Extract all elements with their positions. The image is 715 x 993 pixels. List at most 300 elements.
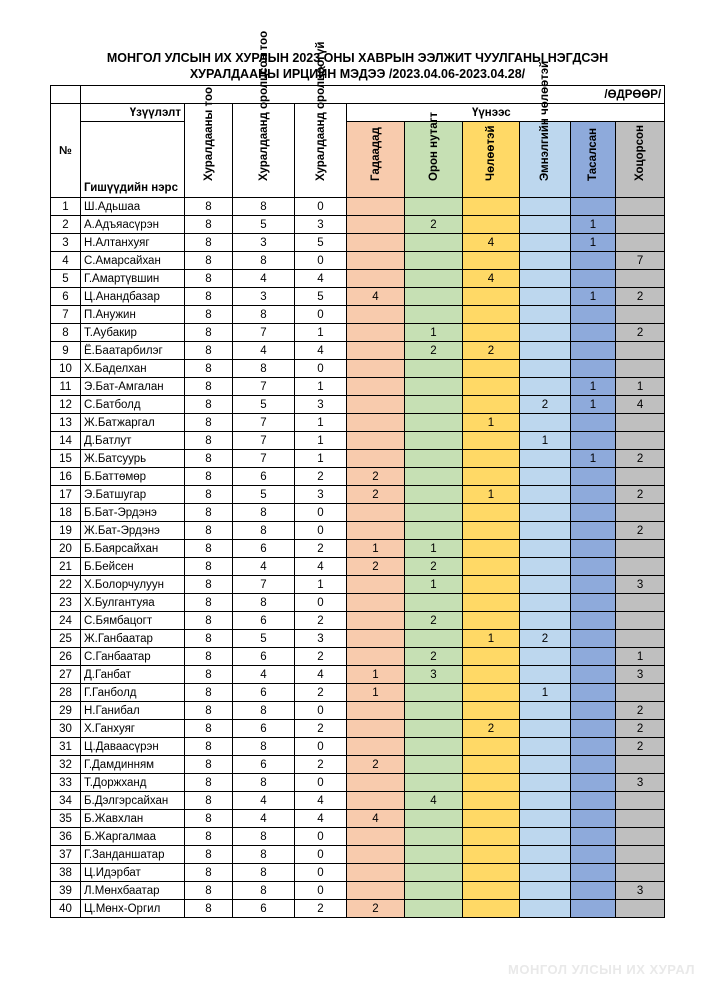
leave-count: 2	[463, 342, 520, 360]
table-row	[51, 450, 665, 468]
attended-count: 5	[233, 486, 295, 504]
leave-count: 1	[463, 486, 520, 504]
member-name: Д.Ганбат	[81, 666, 185, 684]
absent-count: 2	[295, 612, 347, 630]
abroad-count	[347, 198, 405, 216]
absent-count: 2	[295, 540, 347, 558]
attended-count: 4	[233, 342, 295, 360]
abroad-count: 1	[347, 684, 405, 702]
sick-count	[520, 270, 571, 288]
absent-count: 0	[295, 846, 347, 864]
abroad-count: 2	[347, 558, 405, 576]
sick-count	[520, 216, 571, 234]
attended-count: 6	[233, 540, 295, 558]
row-number: 31	[51, 738, 81, 756]
row-number: 29	[51, 702, 81, 720]
unexcused-count	[571, 666, 616, 684]
table-row	[51, 666, 665, 684]
unexcused-count	[571, 648, 616, 666]
sick-count	[520, 486, 571, 504]
unexcused-count	[571, 522, 616, 540]
leave-count	[463, 612, 520, 630]
late-count: 4	[616, 396, 665, 414]
abroad-count	[347, 252, 405, 270]
unexcused-count: 1	[571, 234, 616, 252]
sick-count	[520, 522, 571, 540]
total-sessions: 8	[185, 846, 233, 864]
sick-count	[520, 198, 571, 216]
attended-count: 6	[233, 612, 295, 630]
leave-count	[463, 450, 520, 468]
member-name: С.Батболд	[81, 396, 185, 414]
row-number: 13	[51, 414, 81, 432]
table-row	[51, 342, 665, 360]
table-row	[51, 378, 665, 396]
table-row	[51, 792, 665, 810]
absent-count: 4	[295, 810, 347, 828]
attended-count: 8	[233, 198, 295, 216]
row-number: 2	[51, 216, 81, 234]
watermark: МОНГОЛ УЛСЫН ИХ ХУРАЛ	[508, 962, 695, 977]
col-header-reason-group: Үүнээс	[347, 104, 665, 122]
leave-count: 4	[463, 234, 520, 252]
sick-count	[520, 558, 571, 576]
member-name: Б.Баярсайхан	[81, 540, 185, 558]
late-count	[616, 810, 665, 828]
abroad-count: 1	[347, 540, 405, 558]
row-number: 7	[51, 306, 81, 324]
absent-count: 0	[295, 882, 347, 900]
total-sessions: 8	[185, 756, 233, 774]
late-count: 2	[616, 486, 665, 504]
member-name: Г.Ганболд	[81, 684, 185, 702]
absent-count: 4	[295, 342, 347, 360]
sick-count	[520, 882, 571, 900]
table-row	[51, 612, 665, 630]
row-number: 38	[51, 864, 81, 882]
abroad-count	[347, 504, 405, 522]
abroad-count	[347, 522, 405, 540]
absent-count: 1	[295, 378, 347, 396]
leave-count	[463, 900, 520, 918]
attended-count: 6	[233, 648, 295, 666]
local-count	[405, 684, 463, 702]
attended-count: 4	[233, 810, 295, 828]
member-name: Ш.Адьшаа	[81, 198, 185, 216]
absent-count: 5	[295, 234, 347, 252]
local-count	[405, 432, 463, 450]
abroad-count	[347, 720, 405, 738]
sick-count	[520, 576, 571, 594]
absent-count: 1	[295, 414, 347, 432]
abroad-count: 2	[347, 468, 405, 486]
row-number: 8	[51, 324, 81, 342]
attended-count: 8	[233, 594, 295, 612]
absent-count: 1	[295, 576, 347, 594]
late-count: 2	[616, 522, 665, 540]
local-count	[405, 198, 463, 216]
absent-count: 2	[295, 756, 347, 774]
local-count	[405, 864, 463, 882]
sick-count	[520, 720, 571, 738]
abroad-count: 1	[347, 666, 405, 684]
unexcused-count	[571, 468, 616, 486]
member-name: С.Ганбаатар	[81, 648, 185, 666]
local-count: 1	[405, 576, 463, 594]
unexcused-count	[571, 594, 616, 612]
total-sessions: 8	[185, 558, 233, 576]
abroad-count	[347, 450, 405, 468]
absent-count: 0	[295, 306, 347, 324]
late-count: 3	[616, 882, 665, 900]
attended-count: 6	[233, 468, 295, 486]
unexcused-count	[571, 738, 616, 756]
attended-count: 5	[233, 396, 295, 414]
late-count	[616, 414, 665, 432]
attended-count: 5	[233, 630, 295, 648]
attended-count: 8	[233, 846, 295, 864]
member-name: Ц.Даваасүрэн	[81, 738, 185, 756]
absent-count: 2	[295, 648, 347, 666]
late-count	[616, 360, 665, 378]
leave-count	[463, 252, 520, 270]
total-sessions: 8	[185, 684, 233, 702]
total-sessions: 8	[185, 540, 233, 558]
table-row	[51, 774, 665, 792]
col-header-late: Хоцорсон	[616, 122, 665, 198]
total-sessions: 8	[185, 612, 233, 630]
table-row	[51, 738, 665, 756]
attended-count: 8	[233, 738, 295, 756]
row-number: 14	[51, 432, 81, 450]
leave-count	[463, 792, 520, 810]
leave-count	[463, 198, 520, 216]
member-name: Ж.Бат-Эрдэнэ	[81, 522, 185, 540]
sick-count: 1	[520, 684, 571, 702]
local-count: 2	[405, 558, 463, 576]
leave-count	[463, 648, 520, 666]
sick-count	[520, 900, 571, 918]
table-row	[51, 720, 665, 738]
leave-count	[463, 540, 520, 558]
attended-count: 8	[233, 252, 295, 270]
attended-count: 4	[233, 792, 295, 810]
unexcused-count	[571, 810, 616, 828]
late-count	[616, 432, 665, 450]
leave-count	[463, 576, 520, 594]
unexcused-count	[571, 720, 616, 738]
member-name: Э.Бат-Амгалан	[81, 378, 185, 396]
table-row	[51, 702, 665, 720]
table-row	[51, 522, 665, 540]
late-count	[616, 792, 665, 810]
late-count: 2	[616, 324, 665, 342]
sick-count	[520, 738, 571, 756]
member-name: Х.Ганхуяг	[81, 720, 185, 738]
late-count: 2	[616, 702, 665, 720]
unexcused-count	[571, 882, 616, 900]
late-count	[616, 828, 665, 846]
leave-count	[463, 324, 520, 342]
local-count: 2	[405, 612, 463, 630]
sick-count	[520, 864, 571, 882]
row-number: 20	[51, 540, 81, 558]
absent-count: 5	[295, 288, 347, 306]
col-header-sick: Эмнэлгийн чөлөөтэй	[520, 122, 571, 198]
member-name: С.Бямбацогт	[81, 612, 185, 630]
sick-count	[520, 378, 571, 396]
absent-count: 3	[295, 396, 347, 414]
table-row	[51, 216, 665, 234]
member-name: Б.Дэлгэрсайхан	[81, 792, 185, 810]
col-header-abroad: Гадаадад	[347, 122, 405, 198]
absent-count: 3	[295, 486, 347, 504]
local-count	[405, 468, 463, 486]
local-count: 1	[405, 324, 463, 342]
local-count	[405, 360, 463, 378]
absent-count: 0	[295, 594, 347, 612]
attended-count: 6	[233, 684, 295, 702]
attended-count: 7	[233, 324, 295, 342]
late-count	[616, 468, 665, 486]
row-number: 11	[51, 378, 81, 396]
member-name: А.Адъяасүрэн	[81, 216, 185, 234]
late-count	[616, 270, 665, 288]
attended-count: 3	[233, 288, 295, 306]
leave-count: 2	[463, 720, 520, 738]
absent-count: 0	[295, 738, 347, 756]
absent-count: 0	[295, 828, 347, 846]
absent-count: 3	[295, 216, 347, 234]
total-sessions: 8	[185, 324, 233, 342]
unexcused-count	[571, 360, 616, 378]
attended-count: 3	[233, 234, 295, 252]
total-sessions: 8	[185, 576, 233, 594]
abroad-count: 4	[347, 288, 405, 306]
local-count	[405, 234, 463, 252]
sick-count	[520, 612, 571, 630]
leave-count	[463, 594, 520, 612]
row-number: 4	[51, 252, 81, 270]
late-count: 2	[616, 738, 665, 756]
unexcused-count: 1	[571, 378, 616, 396]
local-count	[405, 288, 463, 306]
absent-count: 4	[295, 666, 347, 684]
member-name: С.Амарсайхан	[81, 252, 185, 270]
local-count	[405, 774, 463, 792]
late-count	[616, 216, 665, 234]
sick-count: 1	[520, 432, 571, 450]
table-row	[51, 234, 665, 252]
late-count	[616, 756, 665, 774]
late-count: 3	[616, 774, 665, 792]
unexcused-count	[571, 558, 616, 576]
leave-count	[463, 684, 520, 702]
unexcused-count: 1	[571, 216, 616, 234]
table-row	[51, 558, 665, 576]
abroad-count	[347, 270, 405, 288]
local-count	[405, 630, 463, 648]
attended-count: 8	[233, 306, 295, 324]
total-sessions: 8	[185, 630, 233, 648]
local-count	[405, 378, 463, 396]
table-row	[51, 864, 665, 882]
late-count: 3	[616, 666, 665, 684]
attended-count: 8	[233, 360, 295, 378]
table-row	[51, 882, 665, 900]
local-count	[405, 414, 463, 432]
member-name: Б.Баттөмөр	[81, 468, 185, 486]
total-sessions: 8	[185, 396, 233, 414]
total-sessions: 8	[185, 522, 233, 540]
abroad-count	[347, 648, 405, 666]
total-sessions: 8	[185, 810, 233, 828]
local-count: 4	[405, 792, 463, 810]
leave-count	[463, 828, 520, 846]
member-name: Ж.Батжаргал	[81, 414, 185, 432]
abroad-count	[347, 216, 405, 234]
sick-count	[520, 306, 571, 324]
local-count	[405, 846, 463, 864]
member-name: Н.Ганибал	[81, 702, 185, 720]
total-sessions: 8	[185, 720, 233, 738]
late-count: 1	[616, 378, 665, 396]
unexcused-count	[571, 630, 616, 648]
row-number: 18	[51, 504, 81, 522]
local-count	[405, 396, 463, 414]
table-row	[51, 540, 665, 558]
local-count	[405, 252, 463, 270]
table-row	[51, 396, 665, 414]
table-row	[51, 324, 665, 342]
attended-count: 8	[233, 522, 295, 540]
member-name: Б.Бейсен	[81, 558, 185, 576]
attended-count: 8	[233, 774, 295, 792]
late-count: 2	[616, 450, 665, 468]
local-count	[405, 486, 463, 504]
attended-count: 4	[233, 666, 295, 684]
attended-count: 8	[233, 864, 295, 882]
leave-count	[463, 216, 520, 234]
total-sessions: 8	[185, 306, 233, 324]
row-number: 25	[51, 630, 81, 648]
table-row	[51, 288, 665, 306]
row-number: 30	[51, 720, 81, 738]
abroad-count	[347, 432, 405, 450]
sick-count	[520, 414, 571, 432]
late-count	[616, 594, 665, 612]
col-header-local: Орон нутагт	[405, 122, 463, 198]
member-name: Ц.Анандбазар	[81, 288, 185, 306]
row-number: 16	[51, 468, 81, 486]
leave-count	[463, 774, 520, 792]
late-count	[616, 558, 665, 576]
unexcused-count	[571, 792, 616, 810]
unexcused-count	[571, 306, 616, 324]
absent-count: 2	[295, 684, 347, 702]
total-sessions: 8	[185, 648, 233, 666]
total-sessions: 8	[185, 792, 233, 810]
member-name: Г.Занданшатар	[81, 846, 185, 864]
leave-count: 4	[463, 270, 520, 288]
abroad-count: 4	[347, 810, 405, 828]
attended-count: 8	[233, 504, 295, 522]
member-name: Д.Батлут	[81, 432, 185, 450]
table-row	[51, 504, 665, 522]
leave-count	[463, 288, 520, 306]
leave-count: 1	[463, 414, 520, 432]
local-count: 2	[405, 342, 463, 360]
local-count	[405, 702, 463, 720]
unexcused-count	[571, 342, 616, 360]
member-name: Г.Амартүвшин	[81, 270, 185, 288]
row-number: 9	[51, 342, 81, 360]
absent-count: 2	[295, 720, 347, 738]
col-header-name: Гишүүдийн нэрс	[81, 122, 185, 198]
leave-count	[463, 504, 520, 522]
leave-count	[463, 306, 520, 324]
row-number: 39	[51, 882, 81, 900]
attended-count: 7	[233, 432, 295, 450]
header-empty-cell	[51, 86, 81, 104]
abroad-count	[347, 324, 405, 342]
local-count	[405, 720, 463, 738]
leave-count	[463, 378, 520, 396]
row-number: 12	[51, 396, 81, 414]
attended-count: 7	[233, 576, 295, 594]
sick-count	[520, 792, 571, 810]
leave-count	[463, 432, 520, 450]
abroad-count: 2	[347, 486, 405, 504]
member-name: Б.Жавхлан	[81, 810, 185, 828]
sick-count	[520, 504, 571, 522]
attended-count: 7	[233, 378, 295, 396]
absent-count: 1	[295, 432, 347, 450]
local-count	[405, 504, 463, 522]
late-count: 3	[616, 576, 665, 594]
leave-count	[463, 522, 520, 540]
local-count: 3	[405, 666, 463, 684]
unexcused-count	[571, 540, 616, 558]
abroad-count: 2	[347, 756, 405, 774]
unexcused-count	[571, 414, 616, 432]
absent-count: 0	[295, 522, 347, 540]
total-sessions: 8	[185, 468, 233, 486]
local-count	[405, 594, 463, 612]
abroad-count	[347, 594, 405, 612]
attended-count: 8	[233, 828, 295, 846]
unexcused-count	[571, 846, 616, 864]
col-header-indicator: Үзүүлэлт	[81, 104, 185, 122]
row-number: 27	[51, 666, 81, 684]
total-sessions: 8	[185, 216, 233, 234]
sick-count	[520, 234, 571, 252]
total-sessions: 8	[185, 414, 233, 432]
row-number: 26	[51, 648, 81, 666]
unexcused-count	[571, 756, 616, 774]
total-sessions: 8	[185, 378, 233, 396]
total-sessions: 8	[185, 774, 233, 792]
sick-count	[520, 810, 571, 828]
late-count	[616, 684, 665, 702]
abroad-count	[347, 630, 405, 648]
leave-count	[463, 810, 520, 828]
table-row	[51, 432, 665, 450]
absent-count: 1	[295, 450, 347, 468]
row-number: 10	[51, 360, 81, 378]
row-number: 3	[51, 234, 81, 252]
unexcused-count	[571, 828, 616, 846]
